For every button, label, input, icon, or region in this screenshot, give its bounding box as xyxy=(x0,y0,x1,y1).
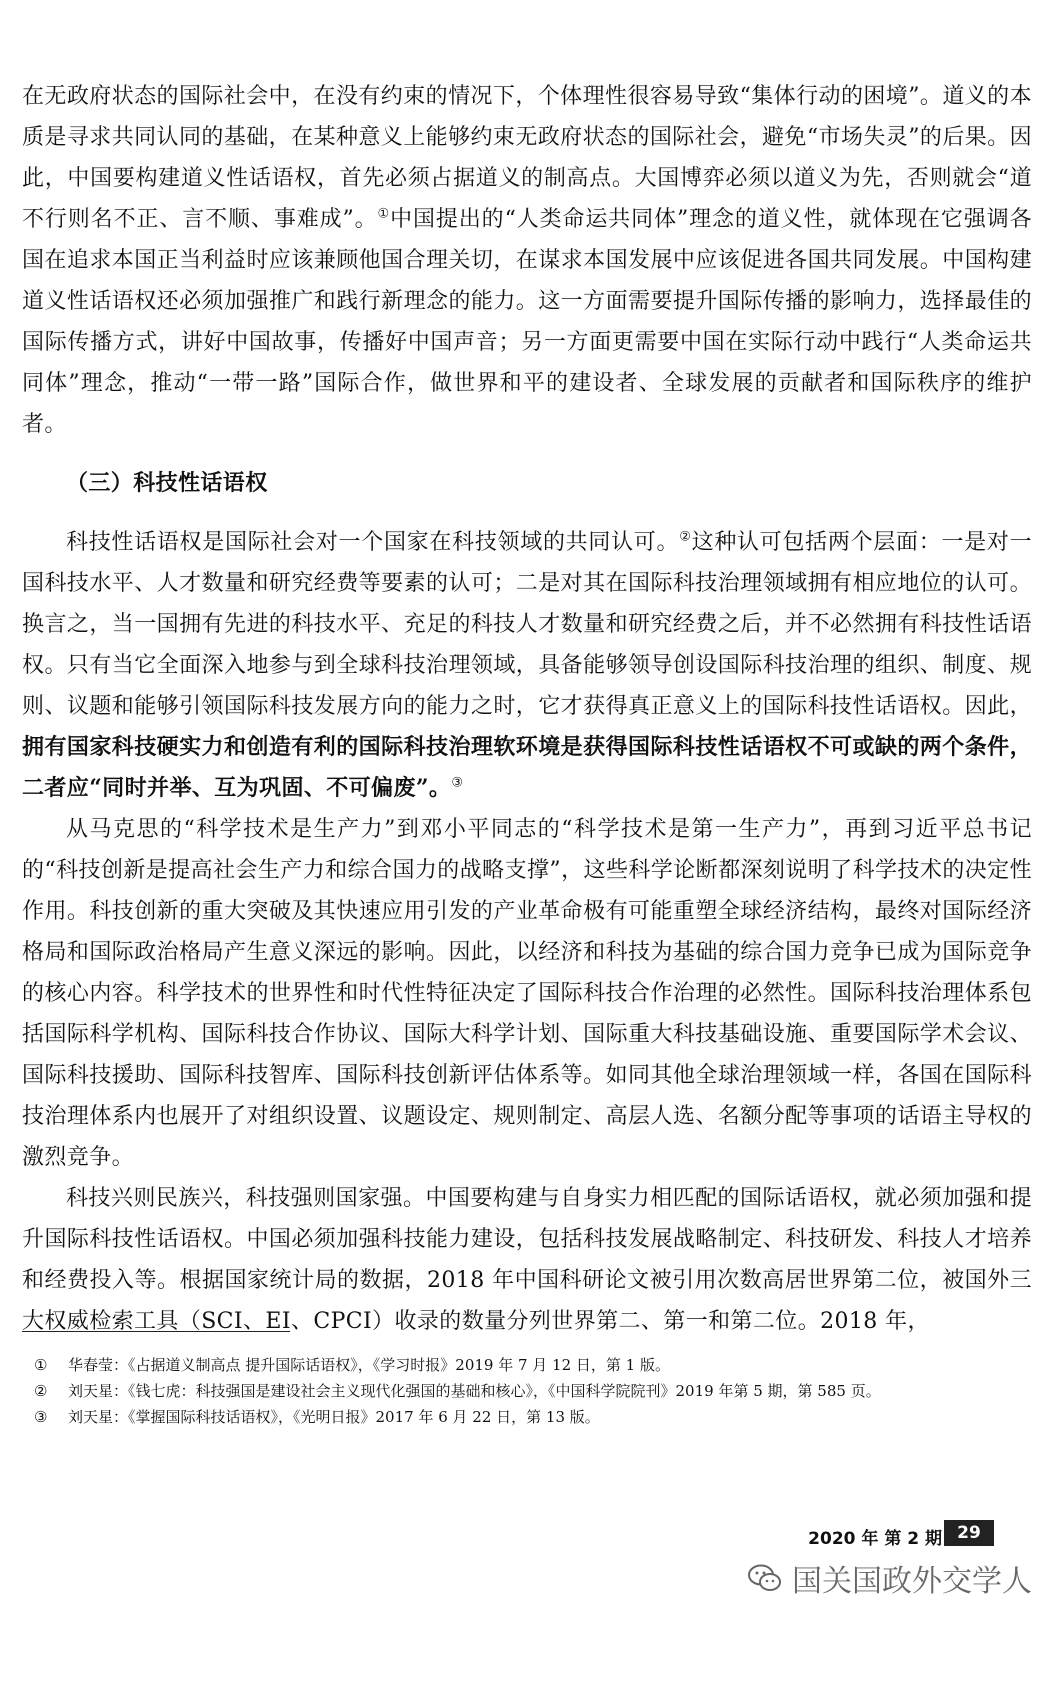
bold-statement: 拥有国家科技硬实力和创造有利的国际科技治理软环境是获得国际科技性话语权不可或缺的两个条件，二者应“同时并举、互为巩固、不可偏废”。 xyxy=(22,734,1032,801)
footnote-divider xyxy=(22,1331,290,1332)
footnote-ref-1[interactable]: ① xyxy=(377,206,391,222)
footnote-text: 刘天星：《钱七虎：科技强国是建设社会主义现代化强国的基础和核心》，《中国科学院院刊》2019 年第 5 期，第 585 页。 xyxy=(68,1382,881,1400)
article-body xyxy=(22,76,1032,1342)
footnote-number: ③ xyxy=(34,1408,48,1426)
section-heading: （三）科技性话语权 xyxy=(66,471,268,496)
watermark xyxy=(748,1556,1032,1600)
paragraph-text: 在无政府状态的国际社会中，在没有约束的情况下，个体理性很容易导致“集体行动的困境”。道义的本质是寻求共同认同的基础，在某种意义上能够约束无政府状态的国际社会，避免“市场失灵”的后果。因此，中国要构建道义性话语权，首先必须占据道义的制高点。大国博弈必须以道义为先，否则就会“道不行则名不正、言不顺、事难成”。 xyxy=(22,84,1032,232)
paragraph-4: 科技兴则民族兴，科技强则国家强。中国要构建与自身实力相匹配的国际话语权，就必须加强和提升国际科技性话语权。中国必须加强科技能力建设，包括科技发展战略制定、科技研发、科技人才培养和经费投入等。根据国家统计局的数据，2018 年中国科研论文被引用次数高居世界第二位，被国外三大权威检索工具（SCI、EI、CPCI）收录的数量分列世界第二、第一和第二位。2018 年， xyxy=(22,1186,1032,1334)
paragraph-1 xyxy=(22,76,1032,445)
footnote-ref-3[interactable]: ③ xyxy=(451,775,464,791)
footnote-number: ① xyxy=(34,1356,48,1374)
wechat-icon xyxy=(748,1564,782,1592)
footnote-text: 华春莹：《占据道义制高点 提升国际话语权》，《学习时报》2019 年 7 月 12 日，第 1 版。 xyxy=(68,1356,670,1374)
paragraph-text: 中国提出的“人类命运共同体”理念的道义性，就体现在它强调各国在追求本国正当利益时应该兼顾他国合理关切，在谋求本国发展中应该促进各国共同发展。中国构建道义性话语权还必须加强推广和践行新理念的能力。这一方面需要提升国际传播的影响力，选择最佳的国际传播方式，讲好中国故事，传播好中国声音；另一方面更需要中国在实际行动中践行“人类命运共同体”理念，推动“一带一路”国际合作，做世界和平的建设者、全球发展的贡献者和国际秩序的维护者。 xyxy=(22,207,1033,437)
paragraph-2 xyxy=(22,522,1032,809)
paragraph-text: 科技性话语权是国际社会对一个国家在科技领域的共同认可。 xyxy=(66,530,680,555)
footnote-item xyxy=(34,1352,1034,1378)
footnote-item xyxy=(34,1404,1034,1430)
page-number: 29 xyxy=(944,1520,994,1546)
watermark-text: 国关国政外交学人 xyxy=(792,1564,1032,1599)
footnotes xyxy=(34,1352,1034,1430)
footnote-item xyxy=(34,1378,1034,1404)
footnote-ref-2[interactable]: ② xyxy=(679,529,692,545)
issue-label: 2020 年 第 2 期 xyxy=(808,1529,942,1549)
paragraph-3: 从马克思的“科学技术是生产力”到邓小平同志的“科学技术是第一生产力”，再到习近平总书记的“科技创新是提高社会生产力和综合国力的战略支撑”，这些科学论断都深刻说明了科学技术的决定性作用。科技创新的重大突破及其快速应用引发的产业革命极有可能重塑全球经济结构，最终对国际经济格局和国际政治格局产生意义深远的影响。因此，以经济和科技为基础的综合国力竞争已成为国际竞争的核心内容。科学技术的世界性和时代性特征决定了国际科技合作治理的必然性。国际科技治理体系包括国际科学机构、国际科技合作协议、国际大科学计划、国际重大科技基础设施、重要国际学术会议、国际科技援助、国际科技智库、国际科技创新评估体系等。如同其他全球治理领域一样，各国在国际科技治理体系内也展开了对组织设置、议题设定、规则制定、高层人选、名额分配等事项的话语主导权的激烈竞争。 xyxy=(22,817,1032,1170)
footnote-number: ② xyxy=(34,1382,48,1400)
footnote-text: 刘天星：《掌握国际科技话语权》，《光明日报》2017 年 6 月 22 日，第 13 版。 xyxy=(68,1408,600,1426)
paragraph-text: 这种认可包括两个层面：一是对一国科技水平、人才数量和研究经费等要素的认可；二是对其在国际科技治理领域拥有相应地位的认可。换言之，当一国拥有先进的科技水平、充足的科技人才数量和研究经费之后，并不必然拥有科技性话语权。只有当它全面深入地参与到全球科技治理领域，具备能够领导创设国际科技治理的组织、制度、规则、议题和能够引领国际科技发展方向的能力之时，它才获得真正意义上的国际科技性话语权。因此， xyxy=(22,530,1032,719)
